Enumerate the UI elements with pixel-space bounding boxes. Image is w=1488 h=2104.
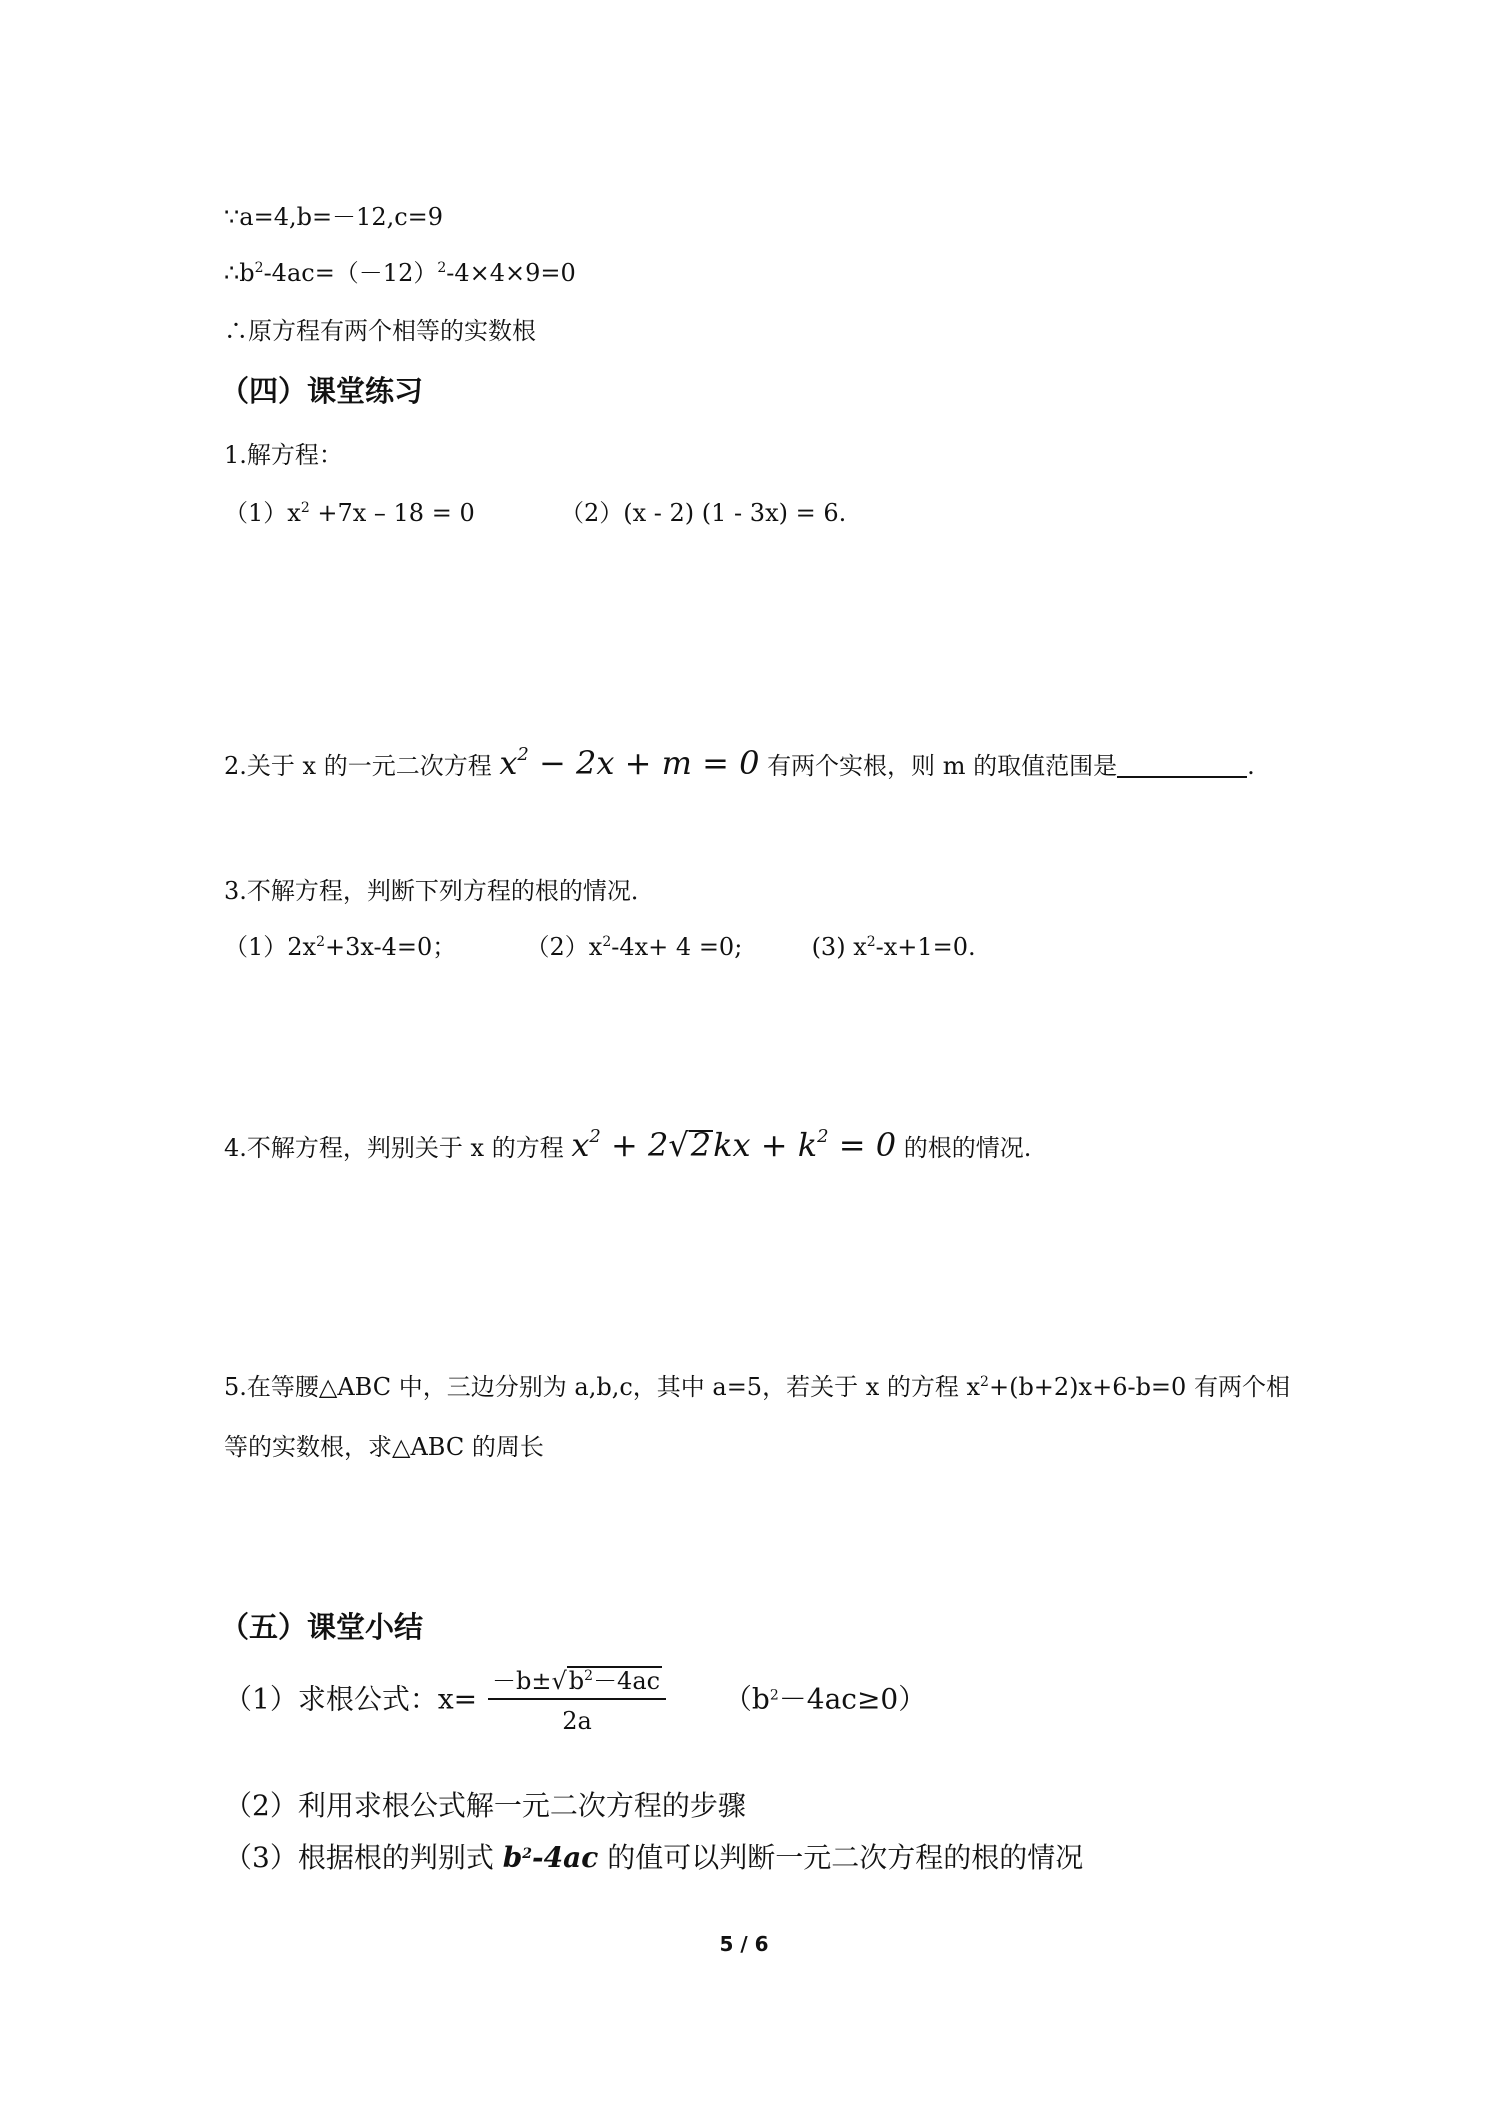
question-4-equation: $x^2 + 2√2kx + k^2 = 0$ [571, 1126, 897, 1164]
summary-2: （2）利用求根公式解一元二次方程的步骤 [224, 1789, 746, 1822]
question-1-equations: $(1)x^2 +7x - 18 = 0$ （2）(x - 2) (1 - 3x) = 6. [224, 499, 847, 527]
conclusion-text: ∴原方程有两个相等的实数根 [224, 317, 536, 345]
answer-blank [1117, 750, 1247, 778]
sqrt-icon: √ [668, 1126, 689, 1164]
question-2-equation: $x^2 - 2x + m = 0$ [499, 744, 760, 782]
question-1-title: 1.解方程： [224, 441, 343, 469]
summary-1-formula: （1）求根公式：x= $\frac{-b\pm√b^2-4ac}{2a}$ $(b^2-4ac\ge 0)$ [224, 1667, 927, 1735]
question-5-line-2: 等的实数根，求△ABC 的周长 [224, 1433, 544, 1461]
question-4: 4.不解方程，判别关于 x 的方程 $x^2 + 2√2kx + k^2 = 0$ 的根的情况. [224, 1126, 1032, 1164]
page-number: 5 / 6 [719, 1932, 769, 1956]
question-5-line-1: 5.在等腰△ABC 中，三边分别为 a,b,c，其中 a=5，若关于 x 的方程 $x^2+(b+2)x+6-b=0$ 有两个相 [224, 1373, 1290, 1401]
discriminant-calc: $\therefore b^2-4ac=(-12)^2-4\times 4\times 9=0$ [224, 259, 576, 287]
question-2: 2.关于 x 的一元二次方程 $x^2 - 2x + m = 0$ 有两个实根，则 m 的取值范围是 . [224, 744, 1255, 782]
sqrt-icon: √ [551, 1667, 567, 1695]
section-heading-practice: （四）课堂练习 [220, 374, 424, 408]
question-3-equations: $(1)2x^2+3x-4=0$； $(2)x^2-4x+ 4 =0$; (3) $x^2-x+1=0$. [224, 933, 976, 961]
section-heading-summary: （五）课堂小结 [220, 1610, 424, 1644]
summary-3: （3）根据根的判别式 $b^2-4ac$ 的值可以判断一元二次方程的根的情况 [224, 1841, 1084, 1874]
quadratic-formula: $\frac{-b\pm√b^2-4ac}{2a}$ [488, 1666, 666, 1736]
given-coefficients: ∵a=4,b=－12,c=9 [224, 203, 444, 231]
question-3-title: 3.不解方程，判断下列方程的根的情况． [224, 877, 655, 905]
